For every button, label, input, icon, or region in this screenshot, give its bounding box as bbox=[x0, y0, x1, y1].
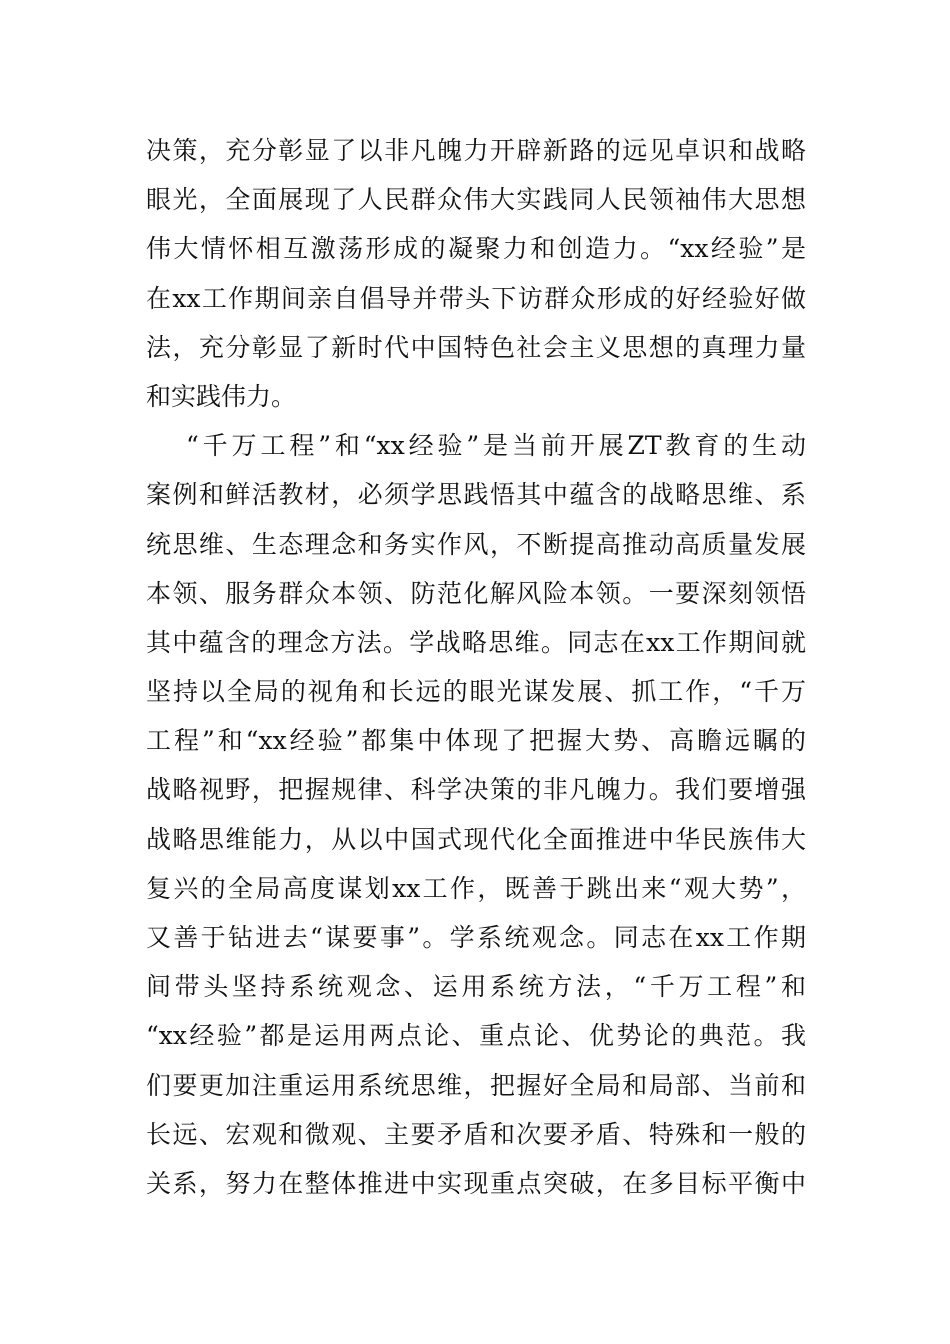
text-line: 战略视野，把握规律、科学决策的非凡魄力。我们要增强 bbox=[146, 775, 806, 805]
text-line: 坚持以全局的视角和长远的眼光谋发展、抓工作，“千万 bbox=[146, 677, 806, 707]
text-line: 又善于钻进去“谋要事”。学系统观念。同志在xx工作期 bbox=[146, 923, 806, 952]
text-line: 们要更加注重运用系统思维，把握好全局和局部、当前和 bbox=[146, 1070, 806, 1100]
text-line: 统思维、生态理念和务实作风，不断提高推动高质量发展 bbox=[146, 529, 806, 559]
text-line: 长远、宏观和微观、主要矛盾和次要矛盾、特殊和一般的 bbox=[146, 1119, 806, 1149]
paragraph-first-line: “千万工程”和“xx经验”是当前开展ZT教育的生动 bbox=[186, 431, 806, 461]
text-line: 其中蕴含的理念方法。学战略思维。同志在xx工作期间就 bbox=[146, 627, 806, 657]
text-line: 战略思维能力，从以中国式现代化全面推进中华民族伟大 bbox=[146, 824, 806, 854]
text-line: 决策，充分彰显了以非凡魄力开辟新路的远见卓识和战略 bbox=[146, 136, 806, 165]
text-line: “xx经验”都是运用两点论、重点论、优势论的典范。我 bbox=[146, 1021, 806, 1051]
text-line: 本领、服务群众本领、防范化解风险本领。一要深刻领悟 bbox=[146, 578, 806, 608]
text-line: 间带头坚持系统观念、运用系统方法，“千万工程”和 bbox=[146, 972, 806, 1002]
text-line: 案例和鲜活教材，必须学思践悟其中蕴含的战略思维、系 bbox=[146, 480, 806, 510]
text-line: 工程”和“xx经验”都集中体现了把握大势、高瞻远瞩的 bbox=[146, 726, 806, 756]
text-line: 眼光，全面展现了人民群众伟大实践同人民领袖伟大思想 bbox=[146, 185, 806, 215]
text-line: 复兴的全局高度谋划xx工作，既善于跳出来“观大势”， bbox=[146, 873, 806, 903]
text-line: 法，充分彰显了新时代中国特色社会主义思想的真理力量 bbox=[146, 332, 806, 362]
text-line: 在xx工作期间亲自倡导并带头下访群众形成的好经验好做 bbox=[146, 283, 806, 313]
text-line: 关系，努力在整体推进中实现重点突破，在多目标平衡中 bbox=[146, 1168, 806, 1198]
text-line: 和实践伟力。 bbox=[146, 381, 297, 411]
body-text bbox=[146, 126, 806, 1208]
text-line: 伟大情怀相互激荡形成的凝聚力和创造力。“xx经验”是 bbox=[146, 234, 806, 264]
